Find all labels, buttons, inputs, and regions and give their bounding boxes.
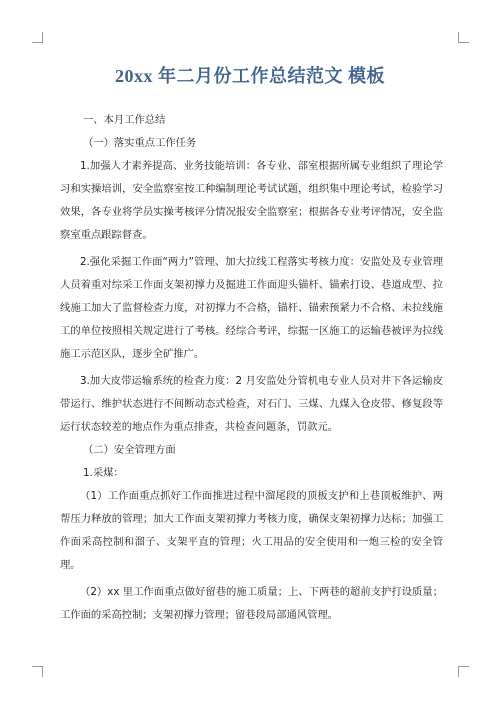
crop-mark-top-left: [32, 32, 43, 43]
paragraph-mining-1: （1）工作面重点抓好工作面推进过程中溜尾段的顶板支护和上巷顶板维护、两帮压力释放的管理；加大工作面支架初撑力考核力度，确保支架初撑力达标；加强工作面采高控制和溜子、支架平直的管理；火工用品的安全使用和一炮三检的安全管理。: [60, 490, 443, 571]
section-heading: 一、本月工作总结: [83, 114, 166, 126]
item-heading: 1.采煤：: [83, 467, 124, 479]
paragraph-support-force: 2.强化采掘工作面“两力”管理、加大拉线工程落实考核力度：安监处及专业管理人员着重对综采工作面支架初撑力及掘进工作面迎头锚杆、锚索打设、巷道成型、拉线施工加大了监督检查力度，对初撑力不合格，锚杆、锚索预紧力不合格、未拉线施工的单位按照相关规定进行了考核。经综合考评，综掘一区施工的运输巷被评为拉线施工示范区队，逐步全矿推广。: [60, 256, 443, 360]
subsection-heading: （一）落实重点工作任务: [83, 137, 197, 149]
crop-mark-top-right: [458, 32, 469, 43]
paragraph-training: 1.加强人才素养提高、业务技能培训：各专业、部室根据所属专业组织了理论学习和实操培训，安全监察室按工种编制理论考试试题，组织集中理论考试，检验学习效果，各专业将学员实操考核评分情况报安全监察室；根据各专业考评情况，安全监察室重点跟踪督查。: [60, 160, 443, 241]
crop-mark-bottom-left: [32, 666, 43, 677]
subsection-heading: （二）安全管理方面: [83, 444, 176, 456]
document-body: [60, 109, 443, 627]
document-title: 20xx 年二月份工作总结范文 模板: [115, 66, 385, 86]
crop-mark-bottom-right: [458, 666, 469, 677]
paragraph-mining-2: （2）xx 里工作面重点做好留巷的施工质量；上、下两巷的超前支护打设质量；工作面的采高控制；支架初撑力管理；留巷段局部通风管理。: [60, 586, 443, 621]
paragraph-belt-inspection: 3.加大皮带运输系统的检查力度：2 月安监处分管机电专业人员对井下各运输皮带运行、维护状态进行不间断动态式检查，对石门、三煤、九煤入仓皮带、修复段等运行状态较差的地点作为重点排查，共检查问题条，罚款元。: [60, 375, 443, 433]
